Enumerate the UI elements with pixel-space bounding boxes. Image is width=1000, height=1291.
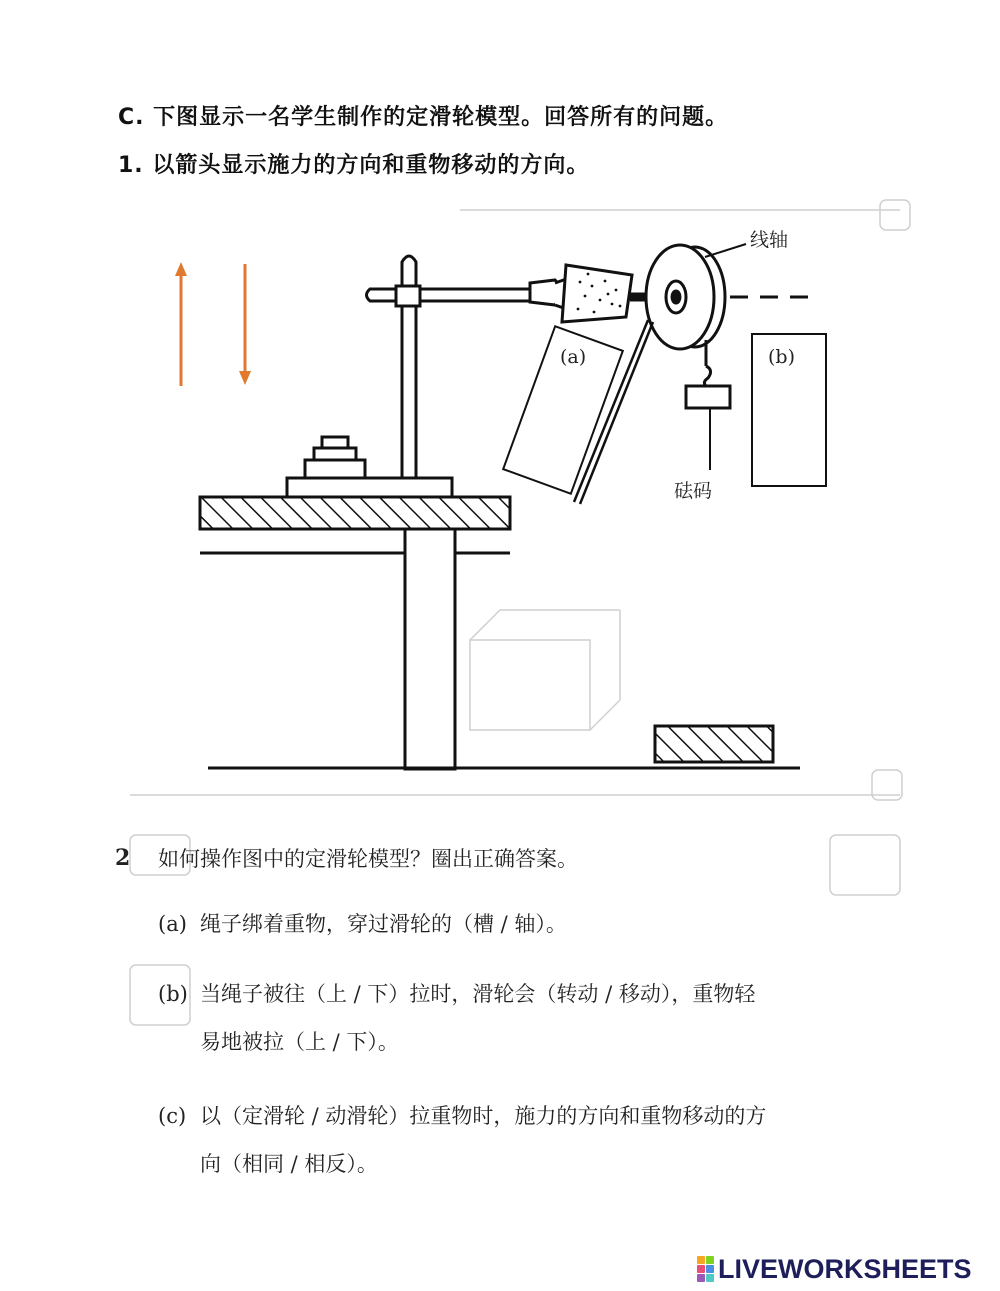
question-2c-label: (c) — [158, 1104, 187, 1128]
box-a-label: (a) — [560, 346, 587, 368]
up-arrow-icon[interactable] — [175, 262, 187, 386]
cork-holder — [562, 265, 632, 322]
liveworksheets-logo-icon — [697, 1256, 714, 1282]
question-2b-label: (b) — [158, 982, 188, 1006]
hanging-weight — [686, 340, 730, 470]
question-1-text: 1. 以箭头显示施力的方向和重物移动的方向。 — [118, 153, 590, 178]
question-2-number: 2 — [115, 845, 131, 871]
question-2c-text-line1[interactable]: 以（定滑轮 / 动滑轮）拉重物时，施力的方向和重物移动的方 — [200, 1104, 767, 1128]
question-2b-text-line1[interactable]: 当绳子被往（上 / 下）拉时，滑轮会（转动 / 移动），重物轻 — [200, 982, 756, 1006]
stand-base — [287, 437, 452, 497]
question-2c-text-line2[interactable]: 向（相同 / 相反）。 — [200, 1152, 378, 1176]
question-2a-label: (a) — [158, 912, 187, 936]
floor-block — [655, 726, 773, 762]
spool-label: 线轴 — [750, 229, 789, 251]
box-b-label: (b) — [768, 346, 795, 368]
section-header: C. 下图显示一名学生制作的定滑轮模型。回答所有的问题。 — [118, 105, 729, 130]
question-2b-text-line2[interactable]: 易地被拉（上 / 下）。 — [200, 1030, 399, 1054]
horizontal-rod — [367, 286, 541, 306]
liveworksheets-brand[interactable] — [697, 1254, 972, 1284]
down-arrow-icon[interactable] — [239, 264, 251, 385]
brand-name: LIVEWORKSHEETS — [718, 1253, 972, 1284]
question-2-prompt: 如何操作图中的定滑轮模型？圈出正确答案。 — [158, 847, 578, 871]
question-2a-text[interactable]: 绳子绑着重物，穿过滑轮的（槽 / 轴）。 — [200, 912, 567, 936]
spool-leader-line — [705, 244, 746, 257]
spool — [646, 245, 725, 349]
weight-label: 砝码 — [674, 480, 713, 502]
